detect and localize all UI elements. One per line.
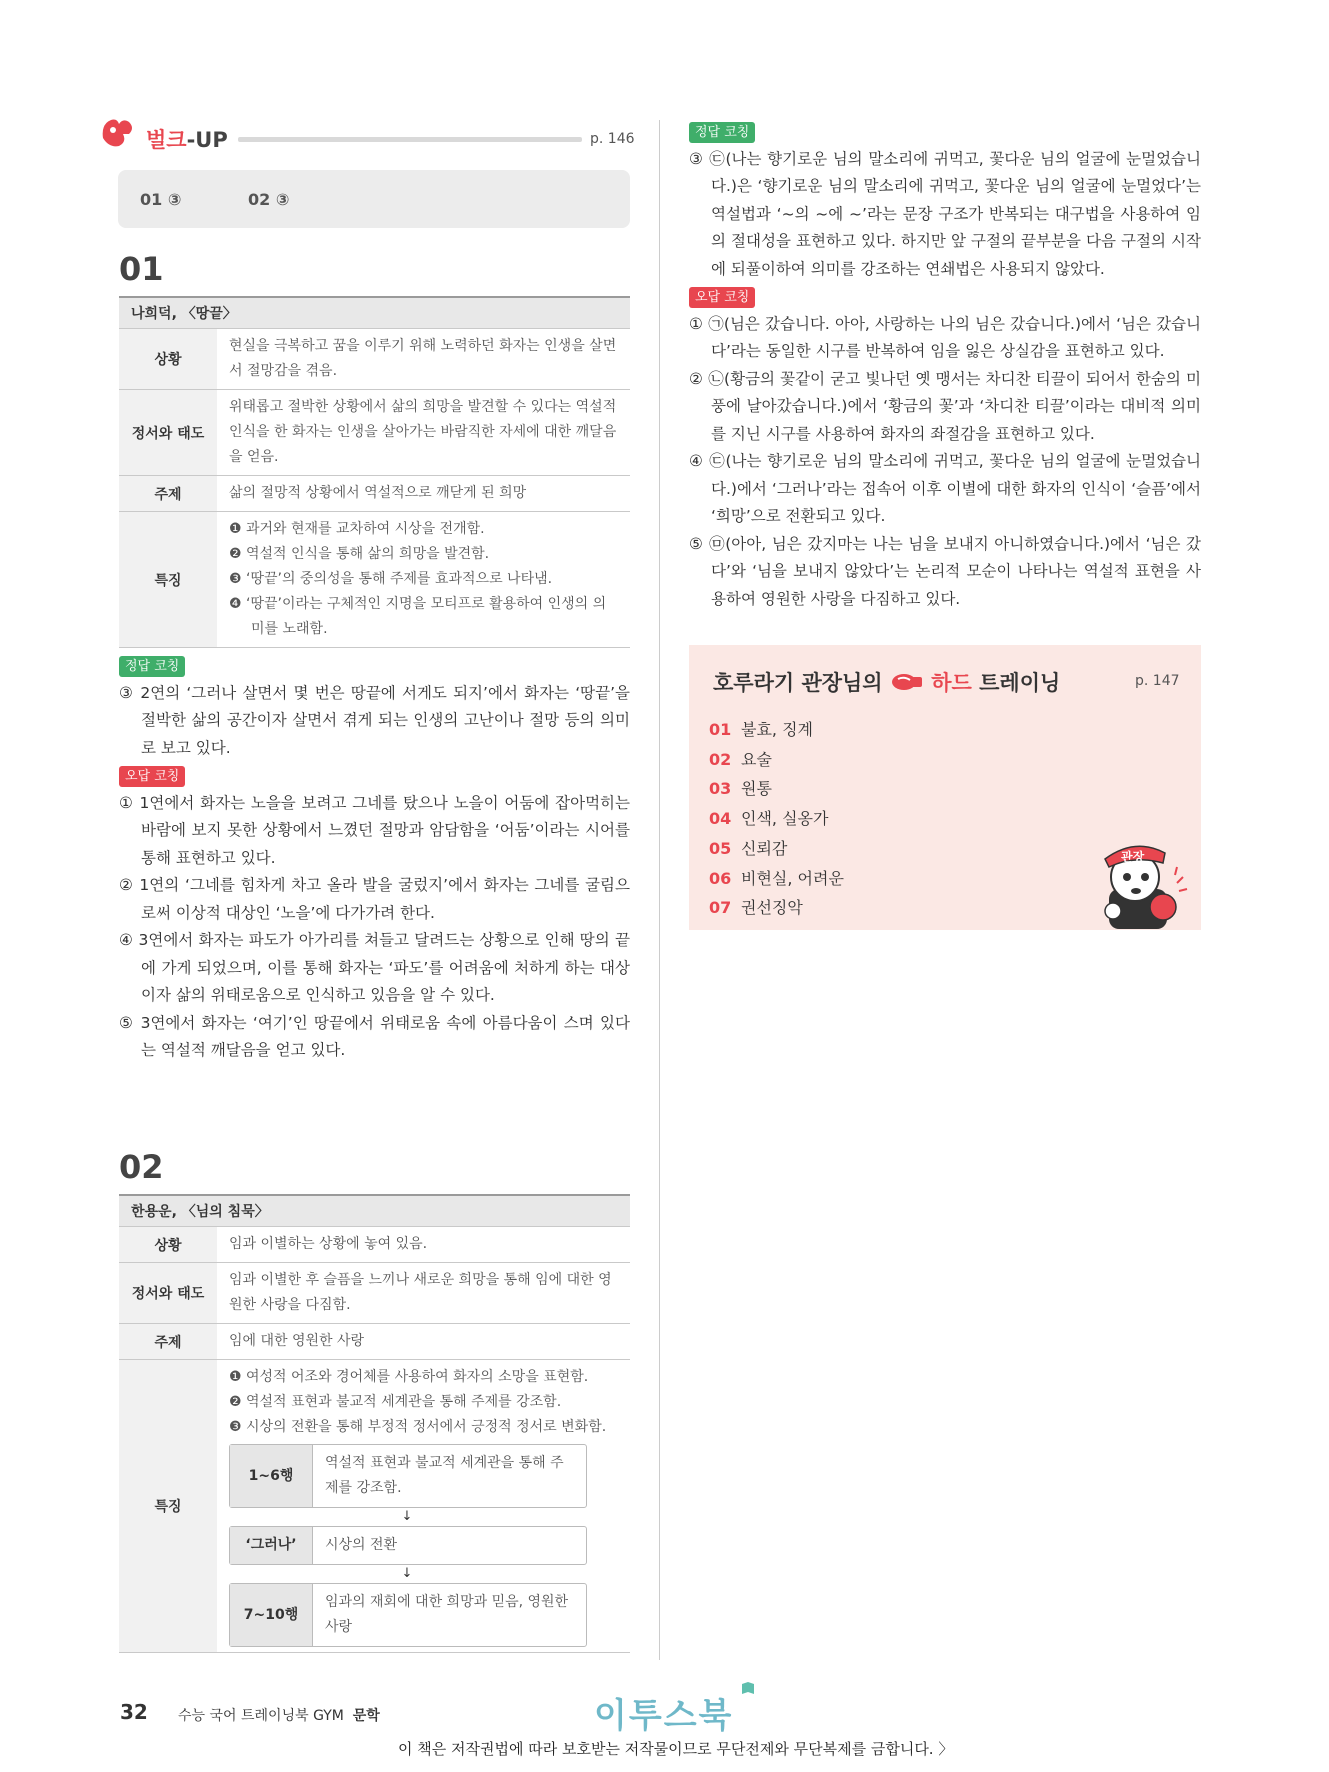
s02-wrong-1: ① ㉠(님은 갔습니다. 아아, 사랑하는 나의 님은 갔습니다.)에서 ‘님은 갔습니다’라는 동일한 시구를 반복하여 임을 잃은 상실감을 표현하고 있다. bbox=[689, 314, 1201, 360]
list-item bbox=[709, 864, 844, 894]
publisher-logo: 이투스북 bbox=[594, 1696, 734, 1736]
list-item bbox=[709, 893, 844, 923]
s02-flow-diagram bbox=[229, 1444, 618, 1647]
hard-title-part1: 호루라기 관장님의 bbox=[713, 671, 883, 695]
book-subject: 문학 bbox=[352, 1708, 380, 1724]
s01-coaching bbox=[119, 652, 630, 1065]
s02-flow-label-1: 1~6행 bbox=[230, 1445, 313, 1507]
s01-wrong-tag: 오답 코칭 bbox=[119, 766, 185, 787]
page-number: 32 bbox=[120, 1700, 148, 1724]
s02-features bbox=[217, 1360, 630, 1653]
bulk-prefix: 벌크 bbox=[146, 128, 187, 152]
s01-feature-1: ❶ 과거와 현재를 교차하여 시상을 전개함. bbox=[229, 521, 485, 537]
item-text: 권선징악 bbox=[741, 898, 803, 918]
list-item bbox=[709, 834, 844, 864]
s01-feature-4: ❹ ‘땅끝’이라는 구체적인 지명을 모티프로 활용하여 인생의 의미를 노래함. bbox=[229, 596, 607, 637]
list-item bbox=[709, 745, 844, 775]
s01-poem-title: 나희덕, 〈땅끝〉 bbox=[119, 297, 630, 329]
item-number: 01 bbox=[709, 720, 732, 739]
s01-correct-1: ③ 2연의 ‘그러나 살면서 몇 번은 땅끝에 서게도 되지’에서 화자는 ‘땅끝’을 절박한 삶의 공간이자 살면서 겪게 되는 인생의 고난이나 절망 등의 의미로 보고 있다. bbox=[119, 683, 630, 757]
item-text: 원통 bbox=[741, 779, 772, 799]
column-divider bbox=[659, 120, 660, 1660]
s02-coaching bbox=[689, 118, 1201, 613]
s02-flow-label-3: 7~10행 bbox=[230, 1584, 313, 1646]
s02-label-situation: 상황 bbox=[119, 1227, 217, 1263]
s01-label-theme: 주제 bbox=[119, 476, 217, 512]
item-number: 02 bbox=[709, 749, 732, 769]
book-name: 수능 국어 트레이닝북 GYM bbox=[178, 1708, 344, 1724]
boxing-glove-icon bbox=[890, 672, 924, 692]
hard-title-part2: 하드 bbox=[931, 671, 972, 695]
s02-flow-label-2: ‘그러나’ bbox=[230, 1527, 313, 1564]
s02-feature-3: ❸ 시상의 전환을 통해 부정적 정서에서 긍정적 정서로 변화함. bbox=[229, 1419, 607, 1435]
s02-label-features: 특징 bbox=[119, 1360, 217, 1653]
s02-flow-box-3 bbox=[229, 1583, 587, 1647]
s02-label-theme: 주제 bbox=[119, 1324, 217, 1360]
s02-text-attitude: 임과 이별한 후 슬픔을 느끼나 새로운 희망을 통해 임에 대한 영원한 사랑을 다짐함. bbox=[217, 1263, 630, 1324]
s02-flow-text-1: 역설적 표현과 불교적 세계관을 통해 주제를 강조함. bbox=[325, 1455, 564, 1496]
list-item bbox=[709, 774, 844, 804]
book-title bbox=[178, 1705, 380, 1725]
s02-wrong-tag: 오답 코칭 bbox=[689, 287, 755, 308]
s01-wrong-4: ④ 3연에서 화자는 파도가 아가리를 쳐들고 달려드는 상황으로 인해 땅의 끝에 가게 되었으며, 이를 통해 화자는 ‘파도’를 어려움에 처하게 하는 대상이자 삶의 위태로움으로 인식하고 있음을 알 수 있다. bbox=[119, 931, 630, 1004]
s02-label-attitude: 정서와 태도 bbox=[119, 1263, 217, 1324]
answer-01: 01 ③ bbox=[140, 190, 182, 209]
s02-wrong-2: ② ㉡(황금의 꽃같이 굳고 빛나던 옛 맹서는 차디찬 티끌이 되어서 한숨의 미풍에 날아갔습니다.)에서 ‘황금의 꽃’과 ‘차디찬 티끌’이라는 대비적 의미를 지닌 시구를 사용하여 화자의 좌절감을 표현하고 있다. bbox=[689, 369, 1201, 443]
bulk-page-ref: p. 146 bbox=[590, 131, 635, 147]
s02-correct-tag: 정답 코칭 bbox=[689, 122, 755, 143]
s02-text-situation: 임과 이별하는 상황에 놓여 있음. bbox=[217, 1227, 630, 1263]
list-item bbox=[709, 804, 844, 834]
s01-correct-tag: 정답 코칭 bbox=[119, 656, 185, 677]
s02-flow-text-3: 임과의 재회에 대한 희망과 믿음, 영원한 사랑 bbox=[325, 1594, 569, 1635]
item-number: 04 bbox=[709, 809, 732, 829]
hard-training-box bbox=[689, 645, 1201, 930]
hard-title-part3: 트레이닝 bbox=[979, 671, 1061, 695]
s01-feature-3: ❸ ‘땅끝’의 중의성을 통해 주제를 효과적으로 나타냄. bbox=[229, 571, 553, 587]
s02-feature-2: ❷ 역설적 표현과 불교적 세계관을 통해 주제를 강조함. bbox=[229, 1394, 562, 1410]
s01-label-situation: 상황 bbox=[119, 329, 217, 390]
s02-flow-box-2 bbox=[229, 1526, 587, 1565]
bulk-dash: - bbox=[186, 128, 196, 152]
item-text: 신뢰감 bbox=[741, 838, 788, 858]
section-01-info-table bbox=[119, 296, 630, 648]
s01-text-attitude: 위태롭고 절박한 상황에서 삶의 희망을 발견할 수 있다는 역설적 인식을 한 화자는 인생을 살아가는 바람직한 자세에 대한 깨달음을 얻음. bbox=[217, 390, 630, 476]
s01-wrong-5: ⑤ 3연에서 화자는 ‘여기’인 땅끝에서 위태로움 속에 아름다움이 스며 있다는 역설적 깨달음을 얻고 있다. bbox=[119, 1013, 630, 1059]
s01-text-theme: 삶의 절망적 상황에서 역설적으로 깨닫게 된 희망 bbox=[217, 476, 630, 512]
s01-wrong-1: ① 1연에서 화자는 노을을 보려고 그네를 탔으나 노을이 어둠에 잡아먹히는 바람에 보지 못한 상황에서 느꼈던 절망과 암담함을 ‘어둠’이라는 시어를 통해 표현하고 있다. bbox=[119, 793, 630, 867]
item-number: 06 bbox=[709, 868, 732, 888]
section-02-number: 02 bbox=[119, 1148, 164, 1186]
bulk-up-icon bbox=[99, 112, 139, 156]
item-text: 불효, 징계 bbox=[741, 720, 813, 739]
s01-feature-2: ❷ 역설적 인식을 통해 삶의 희망을 발견함. bbox=[229, 546, 490, 562]
s02-correct-1: ③ ㉢(나는 향기로운 님의 말소리에 귀먹고, 꽃다운 님의 얼굴에 눈멀었습니다.)은 ‘향기로운 님의 말소리에 귀먹고, 꽃다운 님의 얼굴에 눈멀었다’는 역설법과 ‘~의 ~에 ~’라는 문장 구조가 반복되는 대구법을 사용하여 임의 절대성을 표현하고 있다. 하지만 앞 구절의 끝부분을 다음 구절의 시작에 되풀이하여 의미를 강조하는 연쇄법은 사용되지 않았다. bbox=[689, 149, 1201, 278]
s02-flow-text-2: 시상의 전환 bbox=[325, 1537, 398, 1553]
s01-wrong-2: ② 1연의 ‘그네를 힘차게 차고 올라 발을 굴렀지’에서 화자는 그네를 굴림으로써 이상적 대상인 ‘노을’에 다가가려 한다. bbox=[119, 876, 630, 922]
item-text: 비현실, 어려운 bbox=[741, 868, 844, 888]
item-text: 요술 bbox=[741, 749, 772, 769]
copyright-text: 이 책은 저작권법에 따라 보호받는 저작물이므로 무단전제와 무단복제를 금합니다. bbox=[398, 1740, 934, 1758]
arrow-down-icon: ↓ bbox=[401, 1566, 413, 1581]
s01-label-attitude: 정서와 태도 bbox=[119, 390, 217, 476]
s01-label-features: 특징 bbox=[119, 512, 217, 648]
s02-wrong-4: ④ ㉢(나는 향기로운 님의 말소리에 귀먹고, 꽃다운 님의 얼굴에 눈멀었습니다.)에서 ‘그러나’라는 접속어 이후 이별에 대한 화자의 인식이 ‘슬픔’에서 ‘희망’으로 전환되고 있다. bbox=[689, 452, 1201, 525]
hard-training-title bbox=[713, 667, 1060, 697]
section-02-info-table bbox=[119, 1194, 630, 1653]
answer-box bbox=[118, 170, 630, 228]
copyright-notice: 이 책은 저작권법에 따라 보호받는 저작물이므로 무단전제와 무단복제를 금합니다. 〉 bbox=[398, 1740, 954, 1758]
s02-feature-1: ❶ 여성적 어조와 경어체를 사용하여 화자의 소망을 표현함. bbox=[229, 1369, 589, 1385]
coach-hat-badge: 관장 bbox=[1121, 850, 1145, 864]
answer-02: 02 ③ bbox=[248, 190, 290, 209]
coach-character-icon bbox=[1091, 833, 1189, 929]
s02-flow-box-1 bbox=[229, 1444, 587, 1508]
item-number: 07 bbox=[709, 898, 732, 918]
bulk-divider-line bbox=[238, 137, 582, 142]
list-item bbox=[709, 715, 844, 745]
s02-text-theme: 임에 대한 영원한 사랑 bbox=[217, 1324, 630, 1360]
s02-poem-title: 한용운, 〈님의 침묵〉 bbox=[119, 1195, 630, 1227]
item-number: 05 bbox=[709, 838, 732, 858]
logo-book-icon bbox=[740, 1680, 756, 1700]
s01-features bbox=[217, 512, 630, 648]
item-text: 인색, 실옹가 bbox=[741, 809, 829, 829]
s02-wrong-5: ⑤ ㉤(아아, 님은 갔지마는 나는 님을 보내지 아니하였습니다.)에서 ‘님은 갔다’와 ‘님을 보내지 않았다’는 논리적 모순이 나타나는 역설적 표현을 사용하여 영원한 사랑을 다짐하고 있다. bbox=[689, 534, 1201, 608]
bulk-suffix: UP bbox=[195, 128, 228, 152]
bulk-up-title bbox=[146, 124, 228, 154]
arrow-down-icon: ↓ bbox=[401, 1509, 413, 1524]
item-number: 03 bbox=[709, 779, 732, 799]
section-01-number: 01 bbox=[119, 250, 164, 288]
hard-training-answers bbox=[709, 715, 844, 923]
s01-text-situation: 현실을 극복하고 꿈을 이루기 위해 노력하던 화자는 인생을 살면서 절망감을 겪음. bbox=[217, 329, 630, 390]
hard-training-page-ref: p. 147 bbox=[1135, 673, 1180, 689]
